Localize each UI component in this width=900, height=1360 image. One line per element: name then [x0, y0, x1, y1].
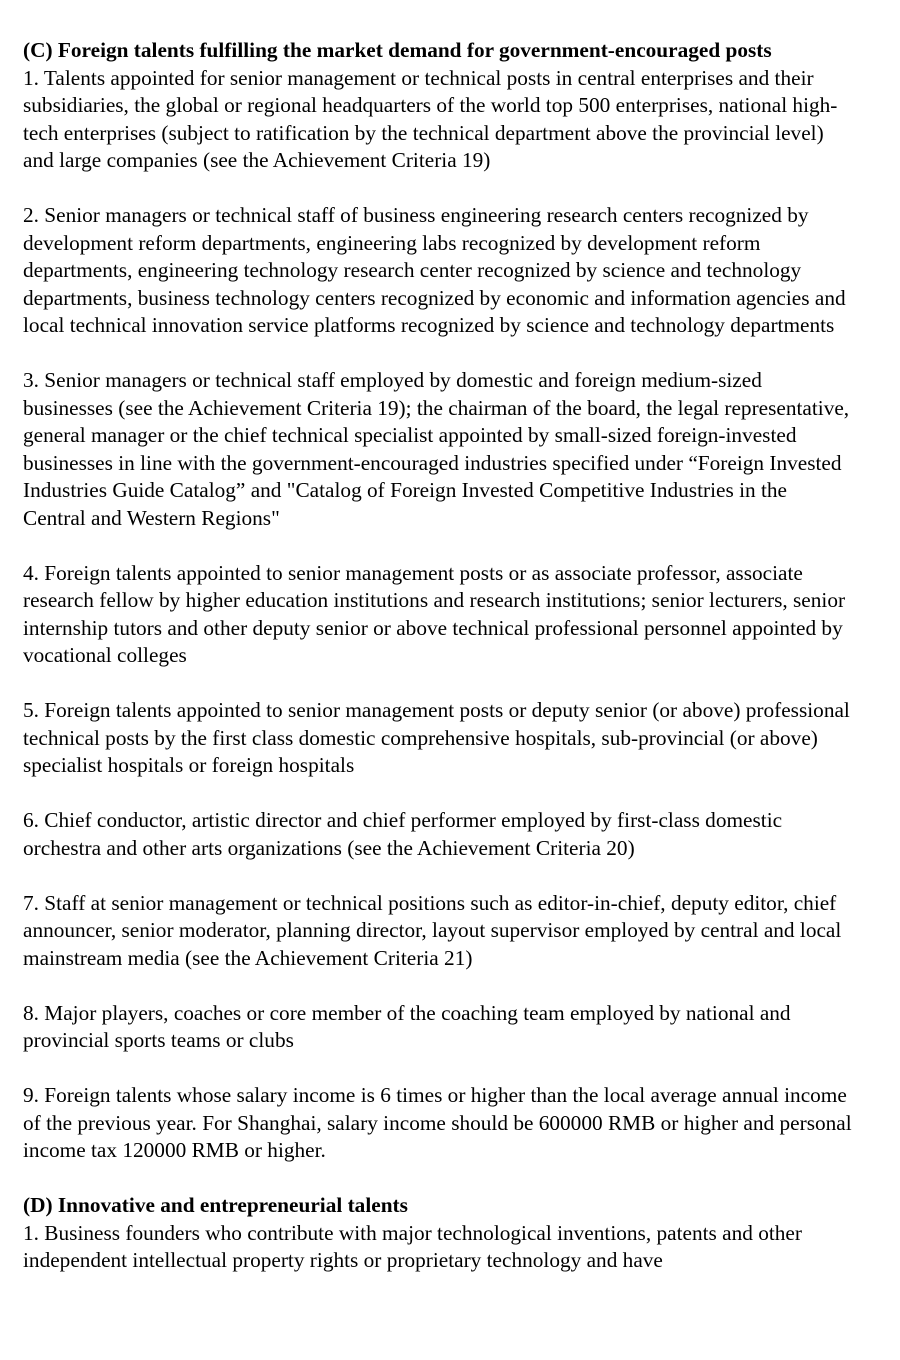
section-d-heading: (D) Innovative and entrepreneurial talents	[23, 1193, 408, 1217]
section-c-item-1: 1. Talents appointed for senior management or technical posts in central enterprises and their subsidiaries, the global or regional headquarters of the world top 500 enterprises, national high-tech enterprises (subject to ratification by the technical department above the provincial level) and large companies (see the Achievement Criteria 19)	[23, 65, 838, 172]
section-c-item-5: 5. Foreign talents appointed to senior management posts or deputy senior (or above) professional technical posts by the first class domestic comprehensive hospitals, sub-provincial (or above) specialist hospitals or foreign hospitals	[23, 698, 850, 777]
section-c-item-4: 4. Foreign talents appointed to senior management posts or as associate professor, associate research fellow by higher education institutions and research institutions; senior lecturers, senior internship tutors and other deputy senior or above technical professional personnel appointed by vocational colleges	[23, 560, 846, 667]
section-c-heading: (C) Foreign talents fulfilling the market demand for government-encouraged posts	[23, 38, 772, 62]
section-c-item-2: 2. Senior managers or technical staff of business engineering research centers recognized by development reform departments, engineering labs recognized by development reform departments, engineering technology research center recognized by science and technology departments, business technology centers recognized by economic and information agencies and local technical innovation service platforms recognized by science and technology departments	[23, 203, 846, 337]
section-c-item-6: 6. Chief conductor, artistic director and chief performer employed by first-class domestic orchestra and other arts organizations (see the Achievement Criteria 20)	[23, 808, 783, 860]
section-d-item-1: 1. Business founders who contribute with major technological inventions, patents and other independent intellectual property rights or proprietary technology and have	[23, 1220, 802, 1272]
section-c-item-8: 8. Major players, coaches or core member of the coaching team employed by national and provincial sports teams or clubs	[23, 1000, 791, 1052]
document-page	[23, 37, 853, 1275]
section-c-item-3: 3. Senior managers or technical staff employed by domestic and foreign medium-sized businesses (see the Achievement Criteria 19); the chairman of the board, the legal representative, general manager or the chief technical specialist appointed by small-sized foreign-invested businesses in line with the government-encouraged industries specified under “Foreign Invested Industries Guide Catalog” and "Catalog of Foreign Invested Competitive Industries in the Central and Western Regions"	[23, 368, 850, 530]
section-c-item-7: 7. Staff at senior management or technical positions such as editor-in-chief, deputy editor, chief announcer, senior moderator, planning director, layout supervisor employed by central and local mainstream media (see the Achievement Criteria 21)	[23, 890, 842, 970]
section-c-item-9: 9. Foreign talents whose salary income is 6 times or higher than the local average annual income of the previous year. For Shanghai, salary income should be 600000 RMB or higher and personal income tax 120000 RMB or higher.	[23, 1083, 852, 1162]
